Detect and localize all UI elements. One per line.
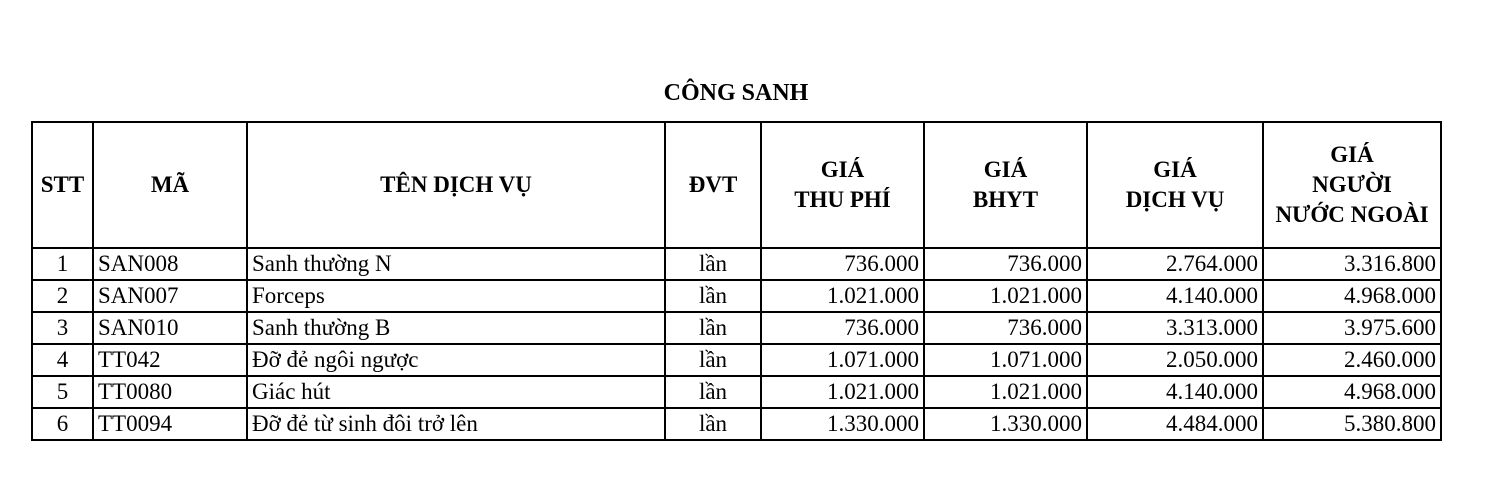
cell-gia-dich-vu: 2.764.000 [1087, 248, 1263, 280]
table-row [32, 248, 1441, 280]
header-gia-bhyt [924, 122, 1087, 248]
header-line: GIÁ [1330, 142, 1374, 167]
header-gia-thu-phi [761, 122, 924, 248]
cell-stt: 2 [32, 280, 93, 312]
cell-dvt: lần [665, 280, 761, 312]
cell-ten: Đỡ đẻ ngôi ngược [247, 344, 665, 376]
cell-ma: SAN010 [93, 312, 247, 344]
header-line: NGƯỜI [1312, 172, 1392, 197]
cell-ma: TT0080 [93, 376, 247, 408]
cell-gia-thu-phi: 1.330.000 [761, 408, 924, 440]
cell-dvt: lần [665, 408, 761, 440]
header-gia-nuoc-ngoai [1263, 122, 1441, 248]
table-row [32, 344, 1441, 376]
cell-gia-bhyt: 1.330.000 [924, 408, 1087, 440]
header-line: BHYT [972, 187, 1039, 212]
cell-gia-thu-phi: 1.021.000 [761, 376, 924, 408]
cell-gia-dich-vu: 3.313.000 [1087, 312, 1263, 344]
header-ten-dich-vu: TÊN DỊCH VỤ [247, 122, 665, 248]
cell-stt: 5 [32, 376, 93, 408]
cell-stt: 6 [32, 408, 93, 440]
header-gia-dich-vu [1087, 122, 1263, 248]
table-row [32, 376, 1441, 408]
cell-ten: Sanh thường B [247, 312, 665, 344]
cell-ma: TT042 [93, 344, 247, 376]
cell-gia-bhyt: 736.000 [924, 312, 1087, 344]
cell-gia-nuoc-ngoai: 3.316.800 [1263, 248, 1441, 280]
header-row [32, 122, 1441, 248]
cell-gia-thu-phi: 1.021.000 [761, 280, 924, 312]
cell-dvt: lần [665, 376, 761, 408]
cell-gia-bhyt: 1.021.000 [924, 376, 1087, 408]
cell-ten: Sanh thường N [247, 248, 665, 280]
header-line: NƯỚC NGOÀI [1275, 202, 1429, 227]
header-line: GIÁ [820, 157, 865, 182]
cell-stt: 3 [32, 312, 93, 344]
header-line: GIÁ [983, 157, 1028, 182]
cell-gia-dich-vu: 4.140.000 [1087, 280, 1263, 312]
cell-dvt: lần [665, 248, 761, 280]
header-dvt: ĐVT [665, 122, 761, 248]
cell-ma: SAN008 [93, 248, 247, 280]
cell-gia-nuoc-ngoai: 4.968.000 [1263, 280, 1441, 312]
cell-stt: 1 [32, 248, 93, 280]
cell-gia-nuoc-ngoai: 2.460.000 [1263, 344, 1441, 376]
cell-ma: SAN007 [93, 280, 247, 312]
header-line: GIÁ [1153, 157, 1197, 182]
cell-gia-thu-phi: 736.000 [761, 312, 924, 344]
header-stt: STT [32, 122, 93, 248]
cell-gia-dich-vu: 4.140.000 [1087, 376, 1263, 408]
table-row [32, 312, 1441, 344]
header-line: THU PHÍ [794, 187, 891, 212]
price-table [31, 121, 1442, 441]
cell-gia-nuoc-ngoai: 4.968.000 [1263, 376, 1441, 408]
cell-gia-bhyt: 1.071.000 [924, 344, 1087, 376]
table-row [32, 280, 1441, 312]
cell-dvt: lần [665, 344, 761, 376]
table-row [32, 408, 1441, 440]
cell-gia-nuoc-ngoai: 3.975.600 [1263, 312, 1441, 344]
header-ma: MÃ [93, 122, 247, 248]
cell-gia-dich-vu: 2.050.000 [1087, 344, 1263, 376]
cell-ma: TT0094 [93, 408, 247, 440]
cell-gia-dich-vu: 4.484.000 [1087, 408, 1263, 440]
cell-ten: Giác hút [247, 376, 665, 408]
cell-gia-bhyt: 736.000 [924, 248, 1087, 280]
cell-gia-nuoc-ngoai: 5.380.800 [1263, 408, 1441, 440]
cell-dvt: lần [665, 312, 761, 344]
cell-stt: 4 [32, 344, 93, 376]
cell-gia-thu-phi: 1.071.000 [761, 344, 924, 376]
cell-gia-bhyt: 1.021.000 [924, 280, 1087, 312]
cell-gia-thu-phi: 736.000 [761, 248, 924, 280]
page-title: CÔNG SANH [663, 80, 809, 106]
header-line: DỊCH VỤ [1125, 187, 1225, 212]
cell-ten: Forceps [247, 280, 665, 312]
cell-ten: Đỡ đẻ từ sinh đôi trở lên [247, 408, 665, 440]
